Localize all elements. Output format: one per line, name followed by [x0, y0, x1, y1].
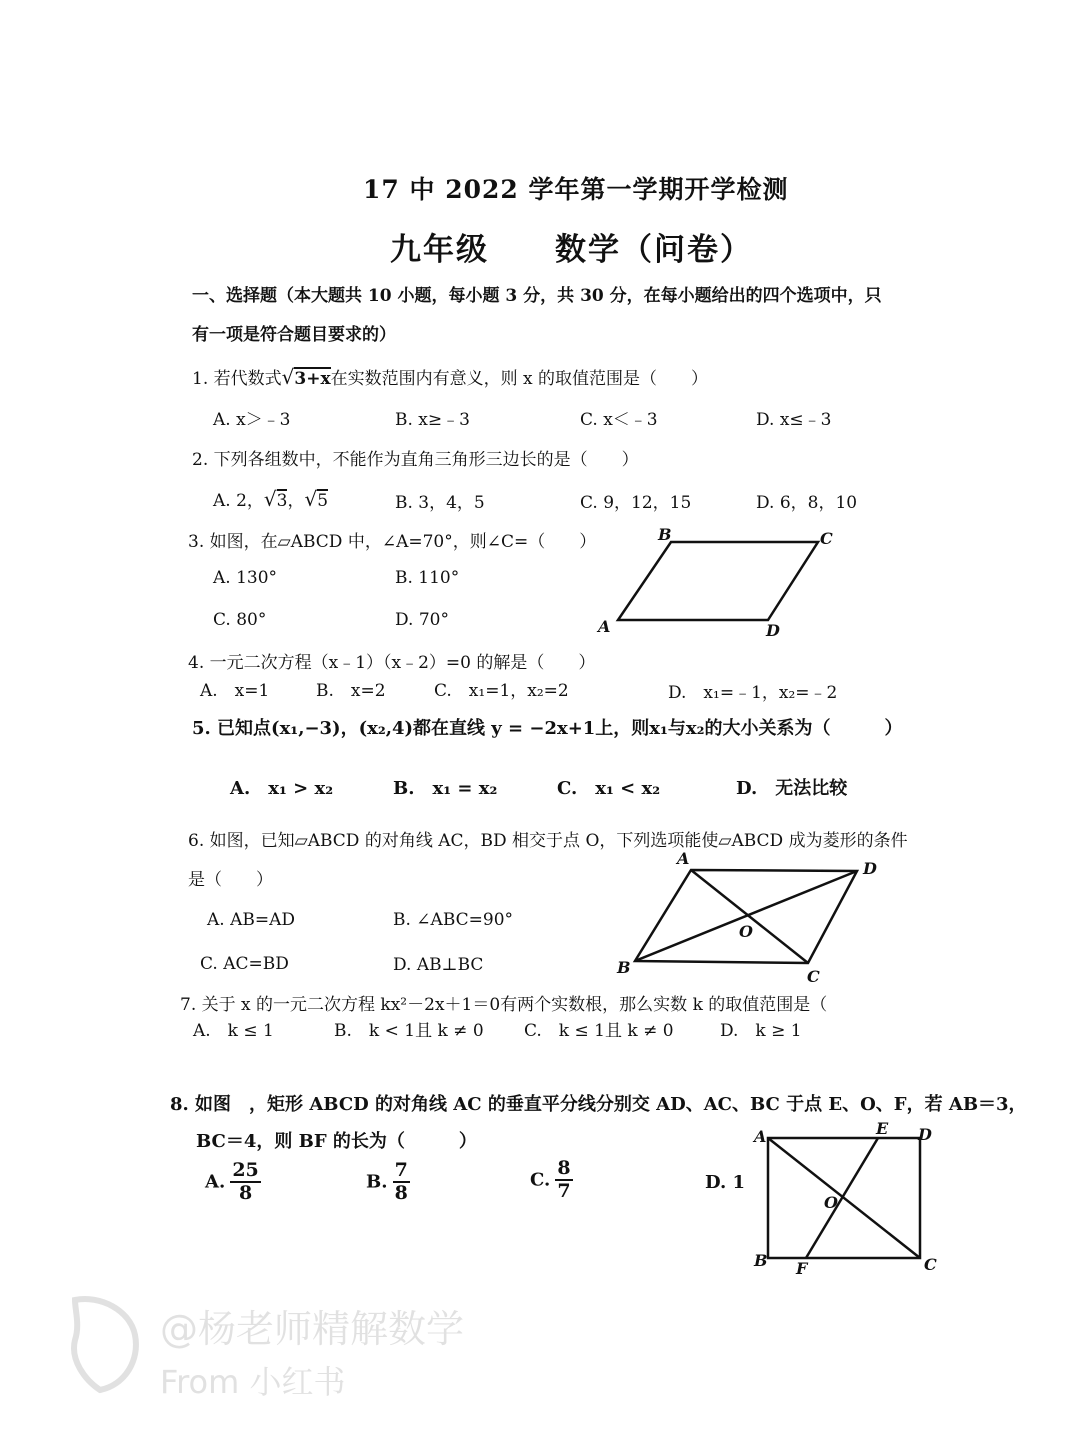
diagonal-bd: [635, 871, 857, 961]
question-6-option-a: A. AB=AD: [207, 910, 296, 930]
question-1-option-b: B. x≥﹣3: [395, 410, 470, 430]
figure-label-a: A: [754, 1127, 767, 1146]
figure-label-b: B: [658, 525, 672, 544]
question-3-option-b: B. 110°: [395, 568, 460, 588]
question-6-option-d: D. AB⊥BC: [393, 955, 484, 975]
question-8-option-a: [205, 1160, 261, 1204]
question-4-option-c: C. x₁=1，x₂=2: [434, 681, 569, 701]
question-2-option-a: [213, 486, 328, 511]
question-8-stem-line1: 8. 如图 ，矩形 ABCD 的对角线 AC 的垂直平分线分别交 AD、AC、BC 于点 E、O、F，若 AB＝3，: [170, 1094, 1027, 1115]
question-7-stem: 7. 关于 x 的一元二次方程 kx²－2x＋1＝0有两个实数根，那么实数 k 的取值范围是（: [180, 995, 828, 1015]
question-6-option-c: C. AC=BD: [200, 954, 289, 974]
question-5-option-b: B. x₁ = x₂: [393, 778, 498, 799]
question-3-option-d: D. 70°: [395, 610, 449, 630]
question-2-option-d: D. 6，8，10: [756, 493, 858, 513]
sqrt-sign: √: [304, 487, 318, 511]
figure-label-o: O: [739, 922, 753, 941]
parallelogram-abcd: [618, 542, 818, 620]
question-8-rectangle-figure: [748, 1118, 948, 1278]
question-5-option-c: C. x₁ < x₂: [557, 778, 661, 799]
question-1-stem-b: 在实数范围内有意义，则 x 的取值范围是（ ）: [330, 369, 708, 389]
question-2-option-a-sep: ，: [287, 491, 305, 511]
figure-label-d: D: [766, 621, 780, 640]
question-1-stem-a: 1. 若代数式: [192, 369, 282, 389]
question-7-option-c: C. k ≤ 1且 k ≠ 0: [524, 1021, 674, 1041]
option-b-label: B.: [366, 1171, 388, 1193]
fraction-numerator: 25: [232, 1159, 259, 1181]
question-1-option-d: D. x≤﹣3: [756, 410, 832, 430]
question-1-stem: [192, 364, 708, 389]
figure-label-b: B: [754, 1251, 768, 1270]
question-7-option-a: A. k ≤ 1: [193, 1021, 274, 1041]
question-5-option-a: A. x₁ > x₂: [230, 778, 334, 799]
question-3-stem: 3. 如图，在▱ABCD 中，∠A=70°，则∠C=（ ）: [188, 532, 597, 552]
fraction-numerator: 8: [557, 1157, 571, 1179]
option-b-fraction: [393, 1160, 410, 1204]
figure-label-a: A: [677, 849, 690, 868]
question-2-option-c: C. 9，12，15: [580, 493, 692, 513]
question-4-stem: 4. 一元二次方程（x﹣1）（x﹣2）=0 的解是（ ）: [188, 653, 596, 673]
question-8-option-d: D. 1: [705, 1172, 746, 1193]
figure-label-f: F: [796, 1259, 808, 1278]
figure-label-c: C: [807, 967, 820, 986]
question-5-stem: 5. 已知点(x₁,−3)，(x₂,4)都在直线 y = −2x+1上，则x₁与x₂的大小关系为（ ）: [192, 718, 903, 739]
exam-title: 17 中 2022 学年第一学期开学检测: [363, 175, 789, 204]
sqrt-sign: √: [263, 487, 277, 511]
question-6-parallelogram-figure: [605, 845, 895, 987]
xiaohongshu-logo-icon: [55, 1290, 150, 1400]
question-2-root1: 3: [276, 491, 288, 511]
question-8-option-c: [530, 1158, 573, 1202]
section-heading-line2: 有一项是符合题目要求的）: [192, 325, 396, 345]
fraction-denominator: 8: [238, 1181, 253, 1204]
question-8-option-b: [366, 1160, 410, 1204]
question-8-stem-line2: BC＝4，则 BF 的长为（ ）: [196, 1131, 477, 1152]
fraction-numerator: 7: [394, 1159, 408, 1181]
watermark-handle: @杨老师精解数学: [160, 1307, 465, 1351]
question-3-option-c: C. 80°: [213, 610, 267, 630]
figure-label-c: C: [820, 529, 833, 548]
question-4-option-d: D. x₁=﹣1，x₂=﹣2: [668, 683, 838, 703]
option-c-label: C.: [530, 1169, 551, 1191]
exam-subtitle: 九年级 数学（问卷）: [390, 232, 753, 268]
watermark-source: From 小红书: [160, 1363, 346, 1401]
question-2-option-a-prefix: A. 2，: [213, 491, 264, 511]
diagonal-ac: [768, 1138, 920, 1258]
figure-label-d: D: [918, 1125, 932, 1144]
question-7-option-b: B. k < 1且 k ≠ 0: [334, 1021, 484, 1041]
figure-label-d: D: [863, 859, 877, 878]
figure-label-c: C: [924, 1255, 937, 1274]
question-3-option-a: A. 130°: [213, 568, 278, 588]
section-heading-line1: 一、选择题（本大题共 10 小题，每小题 3 分，共 30 分，在每小题给出的四个选项中，只: [192, 286, 882, 306]
question-3-parallelogram-figure: [590, 522, 850, 644]
sqrt-sign: √: [281, 365, 295, 389]
question-2-root2: 5: [317, 491, 329, 511]
question-1-radicand: 3+x: [294, 369, 331, 389]
figure-label-b: B: [617, 958, 631, 977]
question-1-option-a: A. x＞﹣3: [213, 410, 291, 430]
question-6-option-b: B. ∠ABC=90°: [393, 910, 514, 930]
fraction-denominator: 7: [557, 1179, 571, 1202]
option-a-fraction: [230, 1160, 260, 1204]
question-6-stem-line1: 6. 如图，已知▱ABCD 的对角线 AC，BD 相交于点 O，下列选项能使▱ABCD 成为菱形的条件: [188, 831, 908, 851]
option-a-label: A.: [205, 1171, 226, 1193]
question-2-stem: 2. 下列各组数中，不能作为直角三角形三边长的是（ ）: [192, 450, 639, 470]
question-7-option-d: D. k ≥ 1: [720, 1021, 802, 1041]
question-6-stem-line2: 是（ ）: [188, 870, 273, 890]
figure-label-o: O: [824, 1193, 838, 1212]
fraction-denominator: 8: [394, 1181, 408, 1204]
question-5-option-d: D. 无法比较: [736, 778, 848, 799]
diagonal-ac: [691, 870, 808, 963]
figure-label-a: A: [598, 617, 611, 636]
question-1-option-c: C. x＜﹣3: [580, 410, 658, 430]
question-2-option-b: B. 3，4，5: [395, 493, 485, 513]
question-4-option-b: B. x=2: [316, 681, 386, 701]
question-4-option-a: A. x=1: [200, 681, 270, 701]
perpendicular-bisector-ef: [806, 1138, 878, 1258]
figure-label-e: E: [876, 1119, 889, 1138]
option-c-fraction: [555, 1158, 572, 1202]
